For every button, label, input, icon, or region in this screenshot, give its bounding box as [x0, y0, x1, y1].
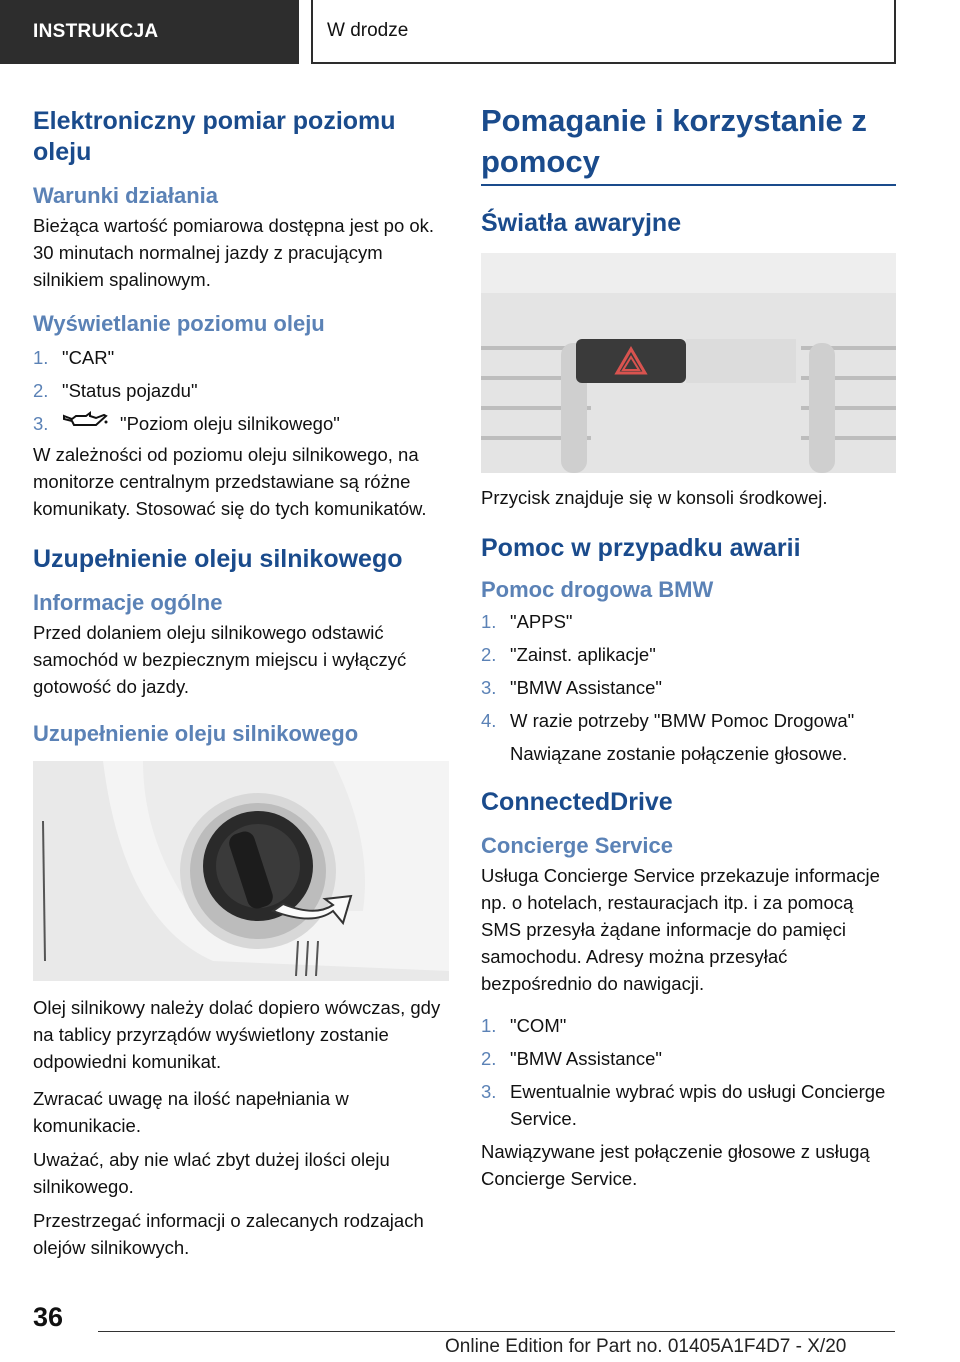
paragraph-concierge: Usługa Concierge Service przekazuje informacje np. o hotelach, restauracjach itp. i za pomocą SMS przesyła żądane informacje do pamięci samochodu. Adresy można przesyłać bezpośrednio do nawigacji. [481, 865, 880, 994]
paragraph-oil-types: Przestrzegać informacji o zalecanych rodzajach olejów silnikowych. [33, 1210, 424, 1258]
heading-bmw-roadside: Pomoc drogowa BMW [481, 577, 714, 602]
header-chapter-tab [0, 0, 299, 64]
section-label: W drodze [327, 20, 409, 41]
page-number: 36 [33, 1302, 64, 1332]
left-column [33, 100, 449, 1261]
footer-divider [98, 1331, 895, 1332]
list-item: 2. "Status pojazdu" [33, 380, 198, 401]
oil-display-steps [33, 344, 449, 439]
section-title-oil-measurement: Elektroniczny pomiar poziomu oleju [33, 107, 396, 166]
list-item: 3. "BMW Assistance" [481, 677, 662, 698]
paragraph-refill-amount: Zwracać uwagę na ilość napełniania w komunikacie. [33, 1088, 349, 1136]
list-item: 3. Ewentualnie wybrać wpis do usługi Concierge Service. [481, 1081, 886, 1129]
heading-operating-conditions: Warunki działania [33, 183, 219, 208]
heading-general-info: Informacje ogólne [33, 590, 223, 615]
oil-filler-cap-photo [33, 761, 449, 981]
paragraph-hazard-location: Przycisk znajduje się w konsoli środkowej. [481, 487, 828, 508]
paragraph-refill-when: Olej silnikowy należy dolać dopiero wówczas, gdy na tablicy przyrządów wyświetlony zostanie odpowiedni komunikat. [33, 997, 441, 1072]
list-item: 2. "BMW Assistance" [481, 1048, 662, 1069]
paragraph-oil-messages: W zależności od poziomu oleju silnikowego, na monitorze centralnym przedstawiane są różne komunikaty. Stosować się do tych komunikatów. [33, 444, 427, 519]
list-item: 2. "Zainst. aplikacje" [481, 644, 656, 665]
heading-oil-refill: Uzupełnienie oleju silnikowego [33, 721, 359, 746]
list-item: 3. "Poziom oleju silnikowego" [33, 410, 449, 439]
hazard-button-photo [481, 253, 896, 473]
paragraph-general-info: Przed dolaniem oleju silnikowego odstawić samochód w bezpiecznym miejscu i wyłączyć gotowość do jazdy. [33, 622, 407, 697]
list-item: 1. "APPS" [481, 611, 573, 632]
list-item: 1. "CAR" [33, 347, 115, 368]
section-title-hazard-lights: Światła awaryjne [481, 209, 682, 237]
heading-concierge: Concierge Service [481, 833, 673, 858]
header-section-tab [311, 0, 896, 64]
chapter-title-help: Pomaganie i korzystanie z pomocy [481, 100, 896, 186]
right-column [481, 100, 896, 1192]
section-title-oil-refill: Uzupełnienie oleju silnikowego [33, 545, 403, 573]
paragraph-concierge-call: Nawiązywane jest połączenie głosowe z usługą Concierge Service. [481, 1141, 870, 1189]
paragraph-voice-call: Nawiązane zostanie połączenie głosowe. [510, 743, 848, 764]
oil-can-icon [62, 410, 110, 439]
chapter-label: INSTRUKCJA [33, 21, 159, 42]
list-item: 4. W razie potrzeby "BMW Pomoc Drogowa" [481, 710, 855, 731]
list-item: 1. "COM" [481, 1015, 567, 1036]
paragraph-no-overfill: Uważać, aby nie wlać zbyt dużej ilości oleju silnikowego. [33, 1149, 390, 1197]
concierge-steps [481, 1012, 896, 1132]
roadside-steps [481, 608, 896, 734]
edition-info: Online Edition for Part no. 01405A1F4D7 - X/20 [445, 1336, 847, 1357]
section-title-connecteddrive: ConnectedDrive [481, 788, 673, 816]
paragraph-operating-conditions: Bieżąca wartość pomiarowa dostępna jest po ok. 30 minutach normalnej jazdy z pracującym silnikiem spalinowym. [33, 215, 435, 290]
heading-oil-level-display: Wyświetlanie poziomu oleju [33, 311, 325, 336]
section-title-breakdown: Pomoc w przypadku awarii [481, 534, 801, 562]
